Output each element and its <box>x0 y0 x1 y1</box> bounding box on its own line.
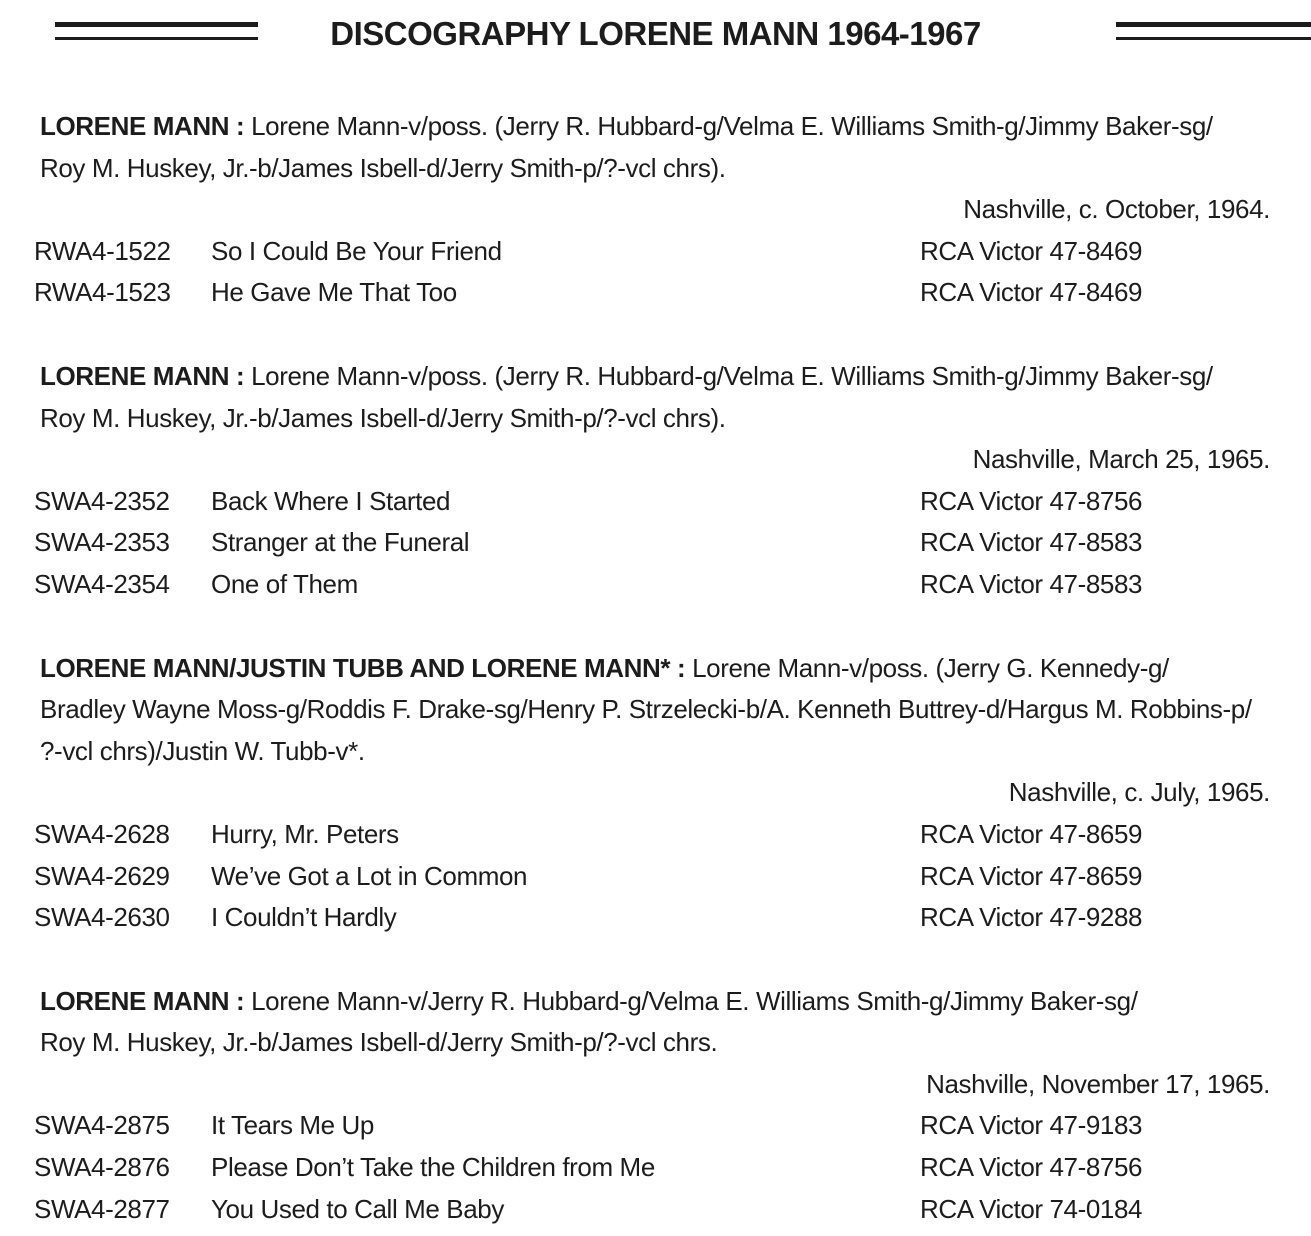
artist-credit: LORENE MANN : <box>40 360 245 391</box>
session-place-date: Nashville, March 25, 1965. <box>972 444 1270 475</box>
track-row <box>0 897 1311 939</box>
track-title: We’ve Got a Lot in Common <box>211 860 528 891</box>
personnel-line: ?-vcl chrs)/Justin W. Tubb-v*. <box>40 735 365 766</box>
session-1965-november <box>0 981 1311 1231</box>
release-number: RCA Victor 47-8583 <box>920 568 1143 599</box>
matrix-number: SWA4-2353 <box>34 527 170 558</box>
release-number: RCA Victor 47-8756 <box>920 485 1143 516</box>
track-row <box>0 231 1311 273</box>
release-number: RCA Victor 47-8659 <box>920 860 1143 891</box>
matrix-number: RWA4-1522 <box>34 235 171 266</box>
release-number: RCA Victor 47-9183 <box>920 1110 1143 1141</box>
track-title: One of Them <box>211 568 358 599</box>
track-title: Please Don’t Take the Children from Me <box>211 1152 655 1183</box>
personnel-line <box>0 981 1311 1023</box>
personnel-line <box>0 106 1311 148</box>
matrix-number: SWA4-2629 <box>34 860 170 891</box>
track-row <box>0 1189 1311 1231</box>
session-1965-july <box>0 648 1311 939</box>
release-number: RCA Victor 47-8583 <box>920 527 1143 558</box>
personnel-line: Roy M. Huskey, Jr.-b/James Isbell-d/Jerry Smith-p/?-vcl chrs. <box>40 1027 718 1058</box>
release-number: RCA Victor 47-9288 <box>920 902 1143 933</box>
track-row <box>0 814 1311 856</box>
track-row <box>0 522 1311 564</box>
track-title: So I Could Be Your Friend <box>211 235 502 266</box>
matrix-number: SWA4-2352 <box>34 485 170 516</box>
track-title: You Used to Call Me Baby <box>211 1193 504 1224</box>
matrix-number: RWA4-1523 <box>34 277 171 308</box>
matrix-number: SWA4-2354 <box>34 568 170 599</box>
matrix-number: SWA4-2630 <box>34 902 170 933</box>
track-title: Hurry, Mr. Peters <box>211 818 399 849</box>
title-rule-right <box>1116 22 1311 44</box>
release-number: RCA Victor 47-8756 <box>920 1152 1143 1183</box>
page-title: DISCOGRAPHY LORENE MANN 1964-1967 <box>330 15 981 52</box>
matrix-number: SWA4-2875 <box>34 1110 170 1141</box>
personnel-line: Bradley Wayne Moss-g/Roddis F. Drake-sg/Henry P. Strzelecki-b/A. Kenneth Buttrey-d/Hargus M. Robbins-p/ <box>40 694 1252 725</box>
personnel-line: Roy M. Huskey, Jr.-b/James Isbell-d/Jerry Smith-p/?-vcl chrs). <box>40 402 726 433</box>
track-row <box>0 1147 1311 1189</box>
matrix-number: SWA4-2876 <box>34 1152 170 1183</box>
release-number: RCA Victor 47-8659 <box>920 818 1143 849</box>
track-row <box>0 1105 1311 1147</box>
personnel-text: Lorene Mann-v/poss. (Jerry R. Hubbard-g/Velma E. Williams Smith-g/Jimmy Baker-sg/ <box>244 360 1213 391</box>
track-row <box>0 481 1311 523</box>
session-place-date: Nashville, c. October, 1964. <box>963 194 1270 225</box>
artist-credit: LORENE MANN/JUSTIN TUBB AND LORENE MANN* : <box>40 652 686 683</box>
session-place-date: Nashville, November 17, 1965. <box>926 1068 1270 1099</box>
personnel-line <box>0 648 1311 690</box>
matrix-number: SWA4-2877 <box>34 1193 170 1224</box>
personnel-text: Lorene Mann-v/Jerry R. Hubbard-g/Velma E. Williams Smith-g/Jimmy Baker-sg/ <box>244 985 1138 1016</box>
track-title: It Tears Me Up <box>211 1110 374 1141</box>
track-row <box>0 856 1311 898</box>
personnel-text: Lorene Mann-v/poss. (Jerry R. Hubbard-g/Velma E. Williams Smith-g/Jimmy Baker-sg/ <box>244 111 1213 141</box>
track-title: Stranger at the Funeral <box>211 527 470 558</box>
track-row <box>0 272 1311 314</box>
session-1965-march <box>0 356 1311 606</box>
session-place-date: Nashville, c. July, 1965. <box>1008 777 1270 808</box>
track-title: He Gave Me That Too <box>211 277 457 308</box>
track-row <box>0 564 1311 606</box>
discography-list <box>0 106 1311 1230</box>
artist-credit: LORENE MANN : <box>40 985 245 1016</box>
release-number: RCA Victor 47-8469 <box>920 235 1143 266</box>
personnel-line <box>0 356 1311 398</box>
personnel-text: Lorene Mann-v/poss. (Jerry G. Kennedy-g/ <box>685 652 1169 683</box>
matrix-number: SWA4-2628 <box>34 818 170 849</box>
session-1964-october <box>0 106 1311 314</box>
personnel-line: Roy M. Huskey, Jr.-b/James Isbell-d/Jerry Smith-p/?-vcl chrs). <box>40 152 726 183</box>
release-number: RCA Victor 47-8469 <box>920 277 1143 308</box>
track-title: I Couldn’t Hardly <box>211 902 397 933</box>
track-title: Back Where I Started <box>211 485 451 516</box>
artist-credit: LORENE MANN : <box>40 111 245 141</box>
release-number: RCA Victor 74-0184 <box>920 1193 1143 1224</box>
